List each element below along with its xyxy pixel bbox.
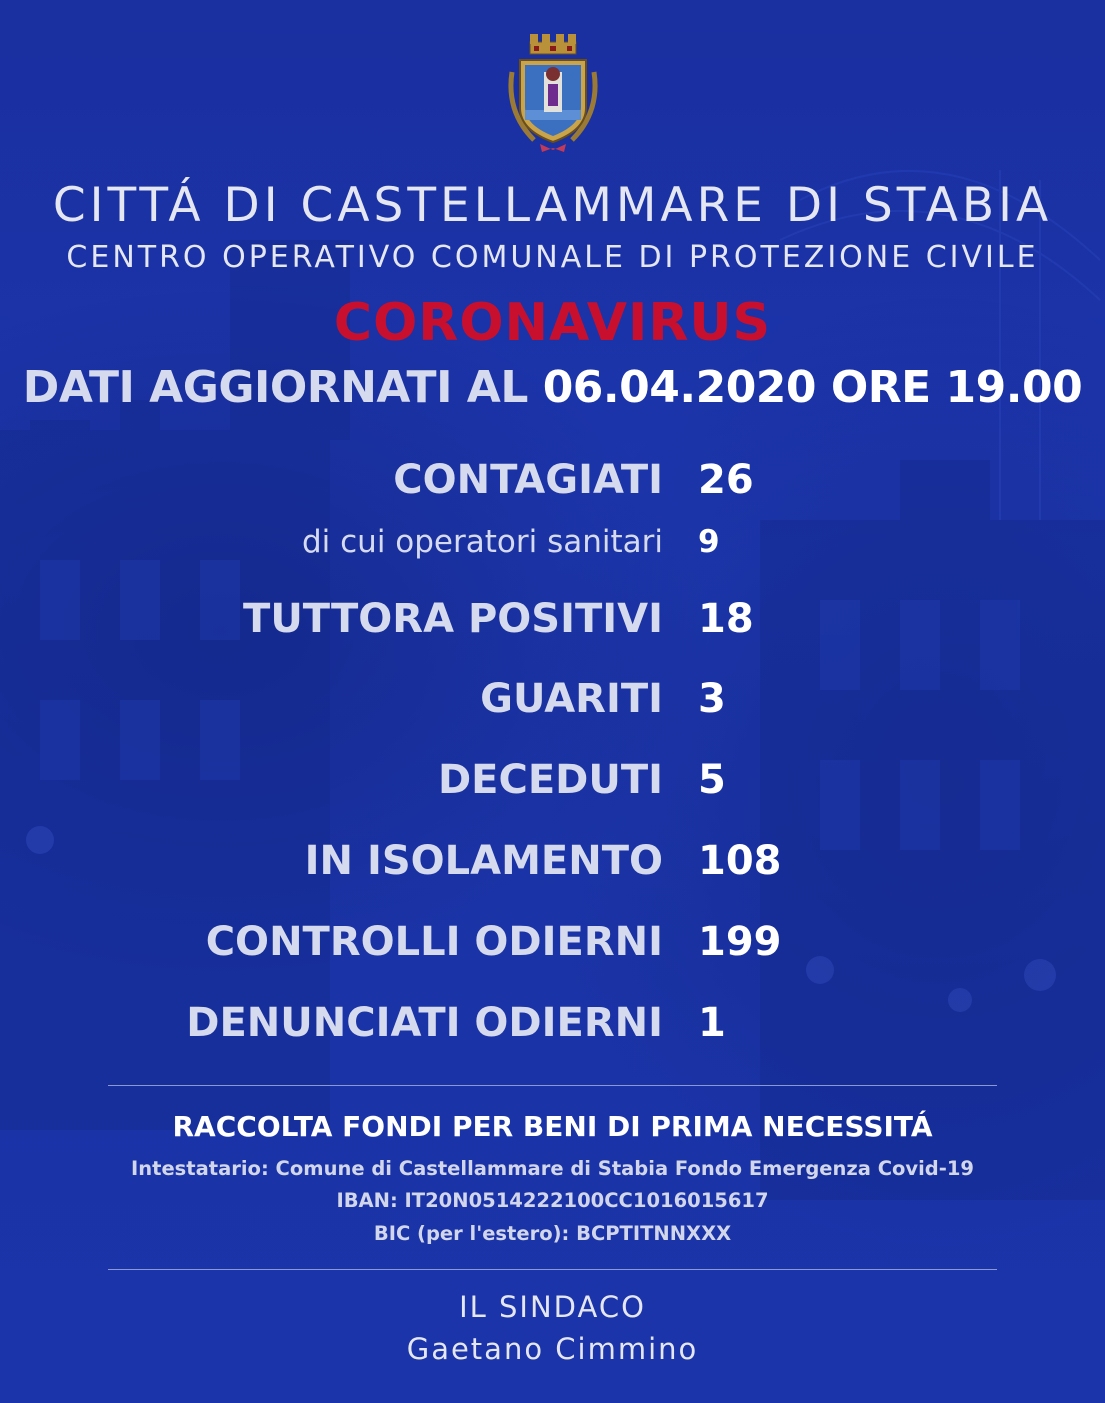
stat-label: di cui operatori sanitari — [301, 524, 663, 560]
divider — [108, 1269, 997, 1270]
stat-row-guariti — [0, 676, 1105, 736]
fundraising-iban: IBAN: IT20N0514222100CC1016015617 — [336, 1189, 769, 1212]
stat-row-in-isolamento — [0, 838, 1105, 898]
fundraising-holder: Intestatario: Comune di Castellammare di Stabia Fondo Emergenza Covid-19 — [131, 1157, 974, 1180]
stat-value: 18 — [698, 596, 754, 642]
stat-value: 3 — [698, 676, 726, 722]
stat-value: 9 — [698, 524, 720, 560]
divider — [108, 1085, 997, 1086]
signature-role: IL SINDACO — [459, 1290, 646, 1324]
stat-row-deceduti — [0, 757, 1105, 817]
topic-heading: CORONAVIRUS — [333, 293, 772, 353]
stat-row-controlli-odierni — [0, 919, 1105, 979]
stat-label: GUARITI — [480, 676, 663, 722]
stat-value: 5 — [698, 757, 726, 803]
update-line — [0, 362, 1105, 413]
fundraising-bic: BIC (per l'estero): BCPTITNNXXX — [373, 1222, 732, 1245]
stat-label: DENUNCIATI ODIERNI — [186, 1000, 663, 1046]
update-label: DATI AGGIORNATI AL — [22, 362, 528, 413]
stat-row-contagiati — [0, 457, 1105, 517]
stat-label: TUTTORA POSITIVI — [243, 596, 663, 642]
stat-label: CONTROLLI ODIERNI — [205, 919, 663, 965]
stat-label: DECEDUTI — [437, 757, 663, 803]
stat-value: 1 — [698, 1000, 726, 1046]
stat-value: 199 — [698, 919, 782, 965]
municipal-coat-of-arms-icon — [504, 32, 602, 156]
update-datetime: 06.04.2020 ORE 19.00 — [542, 362, 1083, 413]
stat-row-tuttora-positivi — [0, 596, 1105, 656]
department-title: CENTRO OPERATIVO COMUNALE DI PROTEZIONE CIVILE — [66, 240, 1039, 275]
signature-name: Gaetano Cimmino — [406, 1332, 699, 1366]
city-title: CITTÁ DI CASTELLAMMARE DI STABIA — [52, 178, 1053, 233]
stat-value: 108 — [698, 838, 782, 884]
stat-label: IN ISOLAMENTO — [304, 838, 663, 884]
stat-value: 26 — [698, 457, 754, 503]
stat-row-operatori-sanitari — [0, 518, 1105, 578]
stat-label: CONTAGIATI — [393, 457, 663, 503]
fundraising-title: RACCOLTA FONDI PER BENI DI PRIMA NECESSITÁ — [172, 1110, 933, 1143]
stat-row-denunciati-odierni — [0, 1000, 1105, 1060]
